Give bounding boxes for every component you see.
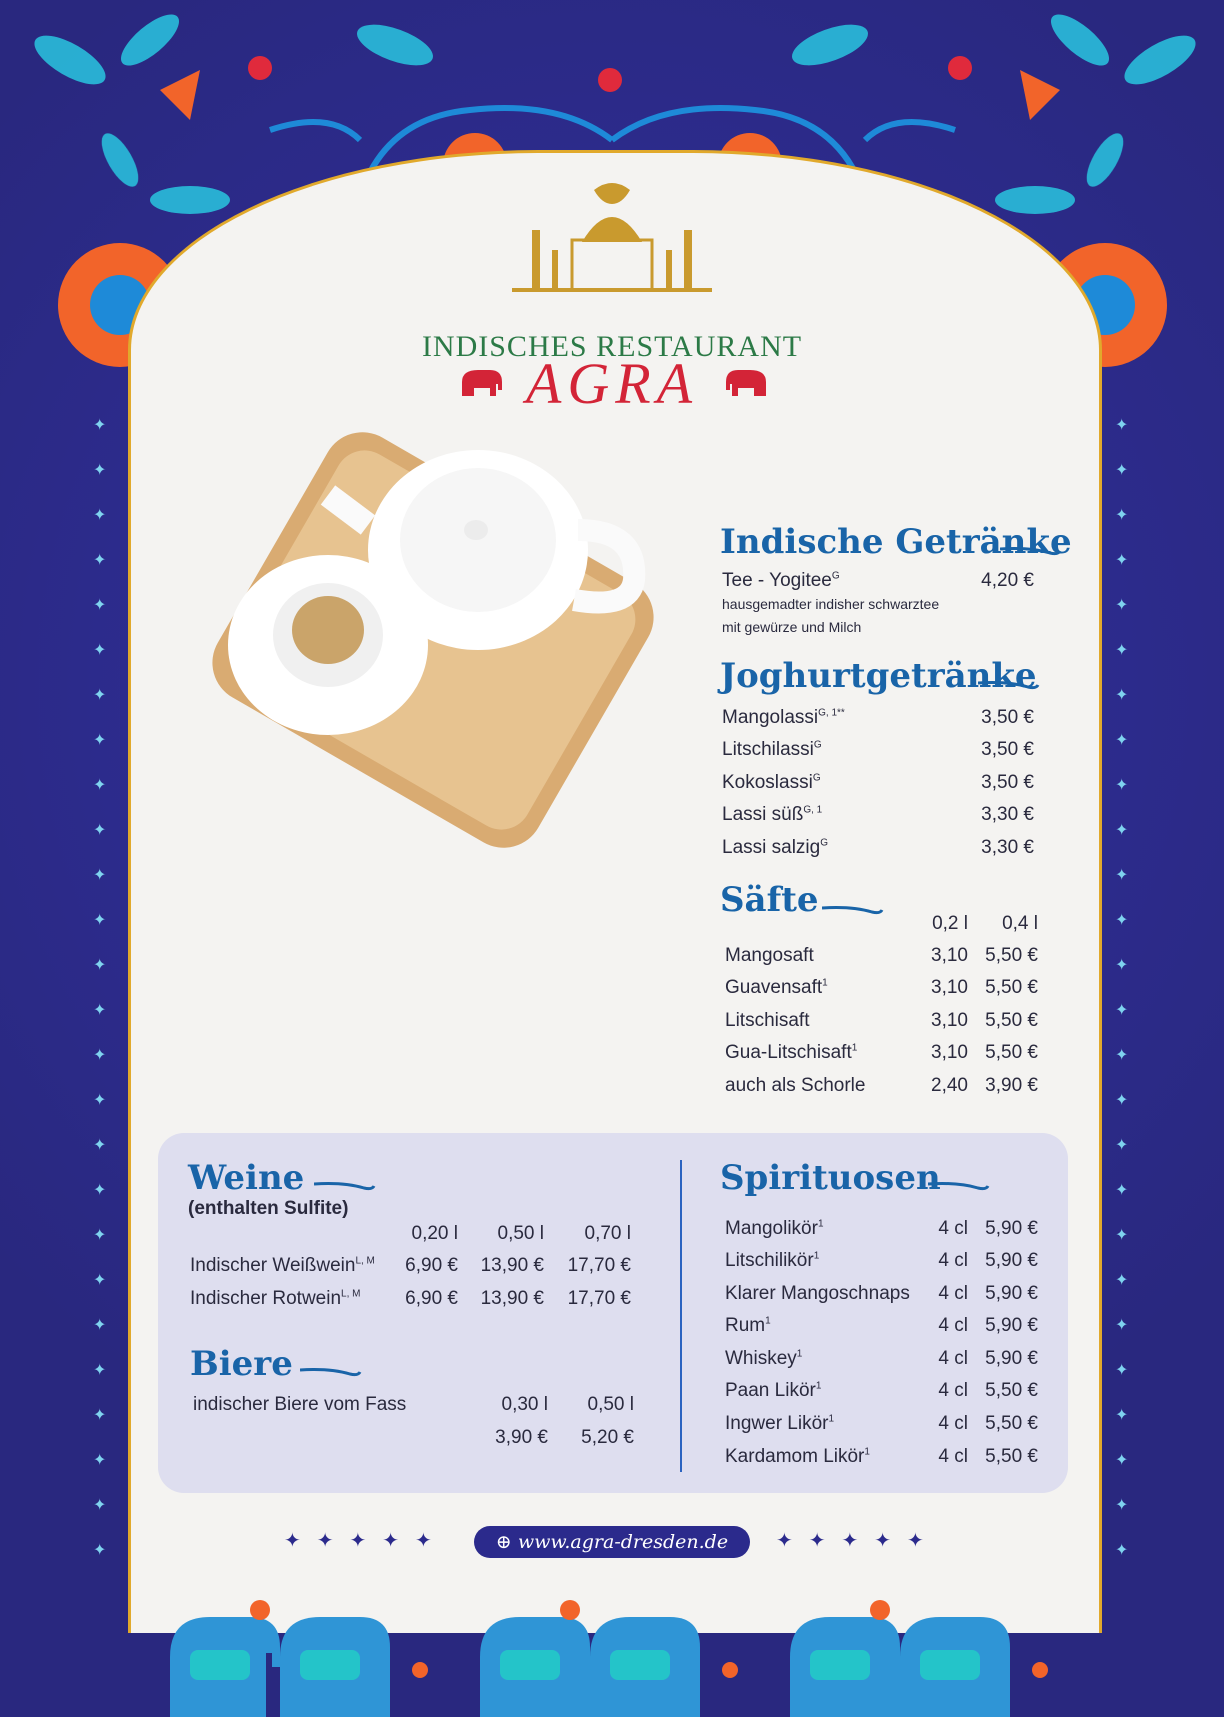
svg-text:✦: ✦ [1115, 820, 1129, 839]
svg-text:✦: ✦ [1115, 1450, 1129, 1469]
menu-item-name: Indischer Rotwein$^{L, M}$ [190, 1288, 361, 1309]
size-column-header: 0,2 l [932, 913, 968, 934]
menu-item-size: 4 cl [938, 1380, 968, 1401]
svg-text:✦: ✦ [93, 1225, 107, 1244]
star-ornament-icon: ✦✦✦✦✦ [776, 1530, 940, 1552]
svg-text:✦: ✦ [1115, 955, 1129, 974]
menu-item-name: Indischer Weißwein$^{L, M}$ [190, 1255, 375, 1276]
svg-text:✦: ✦ [93, 415, 107, 434]
svg-text:✦: ✦ [93, 1270, 107, 1289]
svg-text:✦: ✦ [93, 1540, 107, 1559]
website-url: www.agra-dresden.de [517, 1531, 729, 1553]
svg-text:✦: ✦ [93, 1405, 107, 1424]
menu-item-price: 5,50 € [985, 1413, 1038, 1434]
panel-divider [680, 1160, 682, 1472]
section-title-spirits: Spirituosen [720, 1158, 941, 1198]
svg-text:✦: ✦ [1115, 1405, 1129, 1424]
menu-item-price: 3,30 € [981, 837, 1034, 858]
menu-item-price: 3,10 [931, 1042, 968, 1063]
menu-item-name: Klarer Mangoschnaps [725, 1283, 910, 1304]
menu-item-name: Kardamom Likör$^1$ [725, 1446, 870, 1467]
menu-item-size: 4 cl [938, 1315, 968, 1336]
svg-text:✦: ✦ [1115, 775, 1129, 794]
menu-item-name: Guavensaft$^1$ [725, 977, 828, 998]
svg-text:✦: ✦ [93, 460, 107, 479]
menu-item-name: Gua-Litschisaft$^1$ [725, 1042, 858, 1063]
menu-item-name: Litschisaft [725, 1010, 810, 1031]
svg-text:✦: ✦ [1115, 1135, 1129, 1154]
svg-text:✦: ✦ [93, 595, 107, 614]
menu-item-name: auch als Schorle [725, 1075, 866, 1096]
menu-item-price: 5,50 € [985, 945, 1038, 966]
section-title-beers: Biere [190, 1344, 293, 1384]
menu-item-name: Litschilikör$^1$ [725, 1250, 820, 1271]
swirl-ornament-icon [1000, 543, 1062, 557]
svg-text:✦: ✦ [93, 775, 107, 794]
elephant-icon [456, 366, 506, 402]
menu-item-price: 5,50 € [985, 1380, 1038, 1401]
svg-text:✦: ✦ [1115, 1315, 1129, 1334]
menu-item-price: 5,50 € [985, 1446, 1038, 1467]
svg-text:✦: ✦ [1115, 595, 1129, 614]
svg-text:✦: ✦ [93, 910, 107, 929]
menu-item-name: Tee - Yogitee$^G$ [722, 570, 840, 591]
size-column-header: 0,30 l [501, 1394, 548, 1415]
menu-item-price: 3,30 € [981, 804, 1034, 825]
menu-item-price: 3,50 € [981, 739, 1034, 760]
size-column-header: 0,70 l [584, 1223, 631, 1244]
menu-item-price: 13,90 € [480, 1255, 544, 1276]
menu-item-price: 6,90 € [405, 1255, 458, 1276]
taj-mahal-logo-icon [512, 180, 712, 300]
section-title-yogurt-drinks: Joghurtgetränke [720, 656, 1037, 696]
size-column-header: 0,20 l [411, 1223, 458, 1244]
svg-text:✦: ✦ [93, 955, 107, 974]
menu-item-name: Mangolassi$^{G, 1**}$ [722, 707, 845, 728]
menu-item-price: 3,90 € [495, 1427, 548, 1448]
menu-item-size: 4 cl [938, 1283, 968, 1304]
svg-text:✦: ✦ [93, 640, 107, 659]
menu-item-price: 5,90 € [985, 1348, 1038, 1369]
menu-item-price: 17,70 € [567, 1255, 631, 1276]
menu-item-name: Paan Likör$^1$ [725, 1380, 822, 1401]
menu-item-description: mit gewürze und Milch [722, 619, 862, 635]
svg-text:✦: ✦ [93, 1090, 107, 1109]
restaurant-subtitle: INDISCHES RESTAURANT [421, 330, 803, 363]
swirl-ornament-icon [314, 1178, 376, 1192]
section-title-wines: Weine [188, 1158, 305, 1198]
menu-item-price: 5,20 € [581, 1427, 634, 1448]
svg-text:✦: ✦ [1115, 640, 1129, 659]
menu-item-size: 4 cl [938, 1250, 968, 1271]
menu-item-price: 5,50 € [985, 1010, 1038, 1031]
tea-set-photo [188, 430, 678, 850]
svg-text:✦: ✦ [1115, 550, 1129, 569]
size-column-header: 0,50 l [587, 1394, 634, 1415]
wine-note: (enthalten Sulfite) [188, 1198, 349, 1219]
svg-text:✦: ✦ [1115, 1225, 1129, 1244]
menu-item-size: 4 cl [938, 1348, 968, 1369]
svg-text:✦: ✦ [93, 1180, 107, 1199]
svg-text:✦: ✦ [93, 1360, 107, 1379]
svg-text:✦: ✦ [93, 1135, 107, 1154]
svg-text:✦: ✦ [1115, 415, 1129, 434]
svg-text:✦: ✦ [93, 730, 107, 749]
menu-item-description: hausgemadter indisher schwarztee [722, 596, 940, 612]
menu-item-price: 5,90 € [985, 1250, 1038, 1271]
svg-text:✦: ✦ [1115, 1495, 1129, 1514]
menu-item-price: 5,90 € [985, 1315, 1038, 1336]
menu-item-name: Litschilassi$^G$ [722, 739, 822, 760]
svg-text:✦: ✦ [93, 1450, 107, 1469]
menu-item-price: 4,20 € [981, 570, 1034, 591]
menu-item-size: 4 cl [938, 1218, 968, 1239]
svg-text:✦: ✦ [1115, 865, 1129, 884]
menu-item-name: Lassi süß$^{G, 1}$ [722, 804, 823, 825]
menu-item-price: 3,10 [931, 945, 968, 966]
menu-item-name: Mangosaft [725, 945, 814, 966]
svg-text:✦: ✦ [1115, 1045, 1129, 1064]
section-title-juices: Säfte [720, 880, 819, 920]
swirl-ornament-icon [300, 1364, 362, 1378]
menu-item-price: 3,90 € [985, 1075, 1038, 1096]
svg-text:✦: ✦ [1115, 1270, 1129, 1289]
svg-text:✦: ✦ [93, 1000, 107, 1019]
svg-text:✦: ✦ [93, 1315, 107, 1334]
menu-item-price: 17,70 € [567, 1288, 631, 1309]
elephant-icon [722, 366, 772, 402]
svg-text:✦: ✦ [93, 505, 107, 524]
menu-item-name: Ingwer Likör$^1$ [725, 1413, 835, 1434]
elephant-border-decoration [150, 1570, 1074, 1717]
menu-item-price: 2,40 [931, 1075, 968, 1096]
svg-text:✦: ✦ [1115, 505, 1129, 524]
size-column-header: 0,4 l [1002, 913, 1038, 934]
menu-item-size: 4 cl [938, 1413, 968, 1434]
svg-text:✦: ✦ [1115, 730, 1129, 749]
svg-text:✦: ✦ [1115, 460, 1129, 479]
menu-item-name: Lassi salzig$^G$ [722, 837, 828, 858]
menu-item-price: 5,50 € [985, 1042, 1038, 1063]
svg-text:✦: ✦ [1115, 1090, 1129, 1109]
svg-text:✦: ✦ [93, 685, 107, 704]
svg-text:✦: ✦ [1115, 1360, 1129, 1379]
menu-item-price: 5,90 € [985, 1283, 1038, 1304]
svg-text:✦: ✦ [93, 865, 107, 884]
size-column-header: 0,50 l [497, 1223, 544, 1244]
website-link[interactable] [474, 1526, 750, 1558]
menu-item-name: indischer Biere vom Fass [193, 1394, 407, 1415]
swirl-ornament-icon [822, 902, 884, 916]
menu-item-price: 3,50 € [981, 772, 1034, 793]
menu-item-name: Whiskey$^1$ [725, 1348, 803, 1369]
menu-item-name: Rum$^1$ [725, 1315, 771, 1336]
svg-text:✦: ✦ [93, 550, 107, 569]
svg-text:✦: ✦ [93, 1495, 107, 1514]
menu-item-price: 3,50 € [981, 707, 1034, 728]
menu-item-price: 13,90 € [480, 1288, 544, 1309]
swirl-ornament-icon [978, 677, 1040, 691]
menu-item-price: 6,90 € [405, 1288, 458, 1309]
svg-text:✦: ✦ [1115, 685, 1129, 704]
menu-item-name: Mangolikör$^1$ [725, 1218, 824, 1239]
menu-item-name: Kokoslassi$^G$ [722, 772, 821, 793]
svg-text:✦: ✦ [1115, 1540, 1129, 1559]
restaurant-name: AGRA [525, 351, 699, 416]
svg-text:✦: ✦ [93, 820, 107, 839]
svg-text:✦: ✦ [1115, 1180, 1129, 1199]
menu-item-price: 5,90 € [985, 1218, 1038, 1239]
svg-text:✦: ✦ [1115, 1000, 1129, 1019]
menu-item-size: 4 cl [938, 1446, 968, 1467]
globe-icon: ⊕ [495, 1531, 518, 1553]
svg-text:✦: ✦ [93, 1045, 107, 1064]
menu-item-price: 3,10 [931, 977, 968, 998]
star-ornament-icon: ✦✦✦✦✦ [284, 1530, 448, 1552]
section-title-indian-drinks: Indische Getränke [720, 522, 1072, 562]
swirl-ornament-icon [928, 1178, 990, 1192]
svg-text:✦: ✦ [1115, 910, 1129, 929]
menu-item-price: 3,10 [931, 1010, 968, 1031]
menu-item-price: 5,50 € [985, 977, 1038, 998]
